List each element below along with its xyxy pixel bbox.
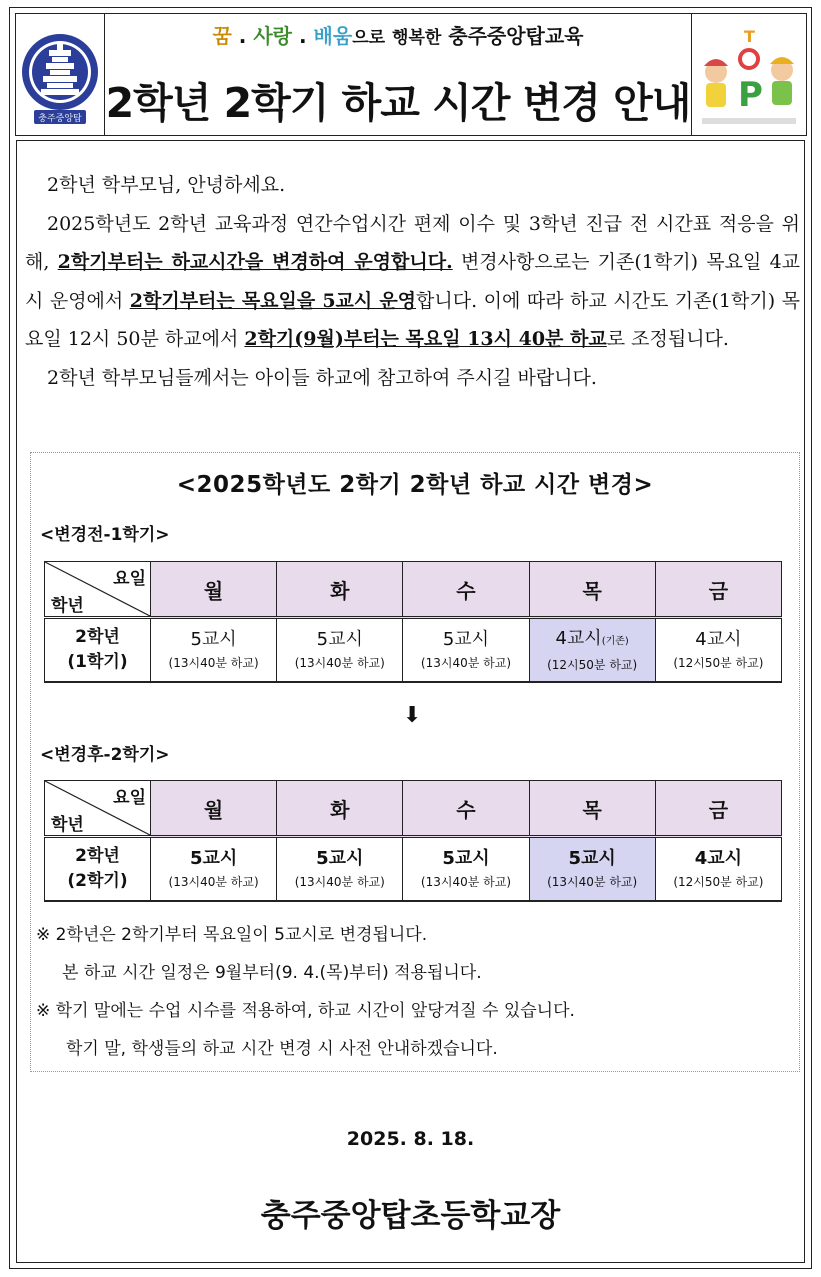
day-tue: 화: [277, 562, 403, 618]
day-fri: 금: [655, 562, 781, 618]
letter-body: [25, 166, 800, 398]
before-label: <변경전-1학기>: [40, 525, 170, 545]
day-fri: 금: [655, 781, 781, 837]
note-line: ※ 2학년은 2학기부터 목요일이 5교시로 변경됩니다.: [36, 925, 428, 945]
schedule-title: <2025학년도 2학기 2학년 하교 시간 변경>: [176, 472, 654, 498]
schedule-cell: 5교시 (13시40분 하교): [151, 837, 277, 902]
day-wed: 수: [403, 562, 529, 618]
corner-day: 요일: [113, 569, 146, 589]
closing-paragraph: 2학년 학부모님들께서는 아이들 하교에 참고하여 주시길 바랍니다.: [47, 366, 597, 389]
day-mon: 월: [151, 781, 277, 837]
mascot-letter-o: [740, 50, 758, 68]
day-thu: 목: [529, 781, 655, 837]
slogan-with: 으로: [352, 28, 386, 48]
day-tue: 화: [277, 781, 403, 837]
table-header-row: [45, 781, 782, 837]
highlight-span: 2학기부터는 목요일을 5교시 운영: [129, 289, 417, 312]
mascot-letter-p: P: [738, 75, 763, 115]
notes: [36, 916, 575, 1068]
schedule-cell: 5교시 (13시40분 하교): [277, 837, 403, 902]
slogan-dream: 꿈: [212, 24, 232, 48]
after-table: [44, 780, 782, 902]
slogan-edu: 충주중앙탑교육: [448, 24, 584, 48]
corner-day: 요일: [113, 788, 146, 808]
corner-cell: [45, 781, 151, 837]
signature: 충주중앙탑초등학교장: [260, 1198, 561, 1234]
corner-grade: 학년: [51, 596, 84, 616]
corner-cell: [45, 562, 151, 618]
table-header-row: [45, 562, 782, 618]
schedule-cell: 5교시 (13시40분 하교): [403, 618, 529, 683]
school-logo: [16, 14, 105, 135]
schedule-cell-thursday: 4교시(기존) (12시50분 하교): [529, 618, 655, 683]
schedule-cell: 5교시 (13시40분 하교): [151, 618, 277, 683]
schedule-cell-thursday: 5교시 (13시40분 하교): [529, 837, 655, 902]
before-table: [44, 561, 782, 683]
after-label: <변경후-2학기>: [40, 745, 170, 765]
corner-grade: 학년: [51, 815, 84, 835]
page-title: 2학년 2학기 하교 시간 변경 안내: [105, 79, 691, 127]
note-line: ※ 학기 말에는 수업 시수를 적용하여, 하교 시간이 앞당겨질 수 있습니다.: [36, 1001, 575, 1021]
day-wed: 수: [403, 781, 529, 837]
note-line: 본 하교 시간 일정은 9월부터(9. 4.(목)부터) 적용됩니다.: [62, 963, 482, 983]
issue-date: 2025. 8. 18.: [346, 1128, 475, 1150]
day-mon: 월: [151, 562, 277, 618]
text-span: 합니다. 이에 따라 하교 시간도 기존(1학기) 목요일 12시 50분 하교에서: [25, 289, 800, 351]
slogan-happy: 행복한: [392, 28, 442, 48]
greeting: 2학년 학부모님, 안녕하세요.: [47, 174, 286, 196]
header: [15, 13, 807, 136]
schedule-cell: 5교시 (13시40분 하교): [277, 618, 403, 683]
schedule-cell: 4교시 (12시50분 하교): [655, 837, 781, 902]
slogan: [104, 20, 692, 49]
grade-cell: 2학년 (2학기): [45, 837, 151, 902]
slogan-learn: 배움: [313, 24, 353, 48]
highlight-span: 2학기(9월)부터는 목요일 13시 40분 하교: [244, 328, 607, 351]
text-span: 변경사항으로는 기존(1학기) 목요일 4교시 운영에서: [25, 251, 801, 312]
text-span: 2025학년도 2학년 교육과정 연간수업시간 편제 이수 및 3학년 진급 전 시간표 적응을 위해,: [25, 212, 800, 274]
logo-text: 충주중앙탑: [38, 114, 82, 124]
schedule-cell: 4교시 (12시50분 하교): [655, 618, 781, 683]
table-row: [45, 618, 782, 683]
note-line: 학기 말, 학생들의 하교 시간 변경 시 사전 안내하겠습니다.: [66, 1039, 498, 1059]
day-thu: 목: [529, 562, 655, 618]
text-span: 로 조정됩니다.: [606, 328, 729, 351]
highlight-span: 2학기부터는 하교시간을 변경하여 운영합니다.: [57, 251, 453, 274]
slogan-sep: .: [238, 24, 247, 48]
slogan-sep: .: [298, 24, 307, 48]
down-arrow-icon: ⬇: [403, 703, 422, 728]
mascot-image: [691, 14, 806, 135]
schedule-cell: 5교시 (13시40분 하교): [403, 837, 529, 902]
main-paragraph: [25, 205, 800, 359]
slogan-love: 사랑: [253, 24, 292, 48]
grade-cell: 2학년 (1학기): [45, 618, 151, 683]
table-row: [45, 837, 782, 902]
mascot-letter-t: T: [744, 27, 755, 46]
